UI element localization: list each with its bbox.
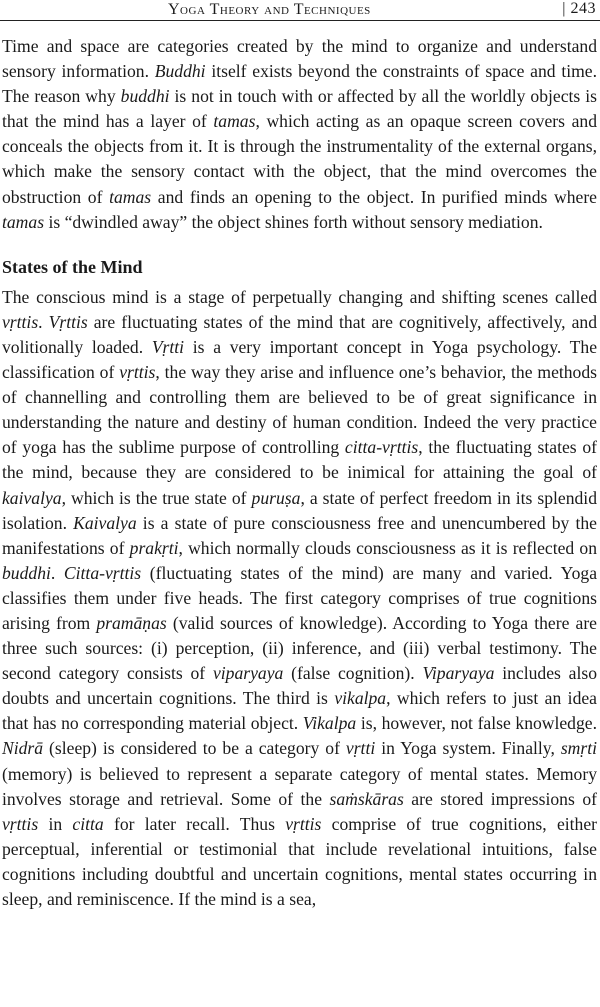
term: Vṛttis [48, 311, 88, 332]
term: vṛttis [2, 813, 39, 834]
text-run: for later recall. Thus [103, 813, 286, 834]
page-body [2, 34, 597, 912]
text-run: (sleep) is considered to be a category of [43, 738, 346, 759]
text-run: is a very important concept in Yoga psychology. The classification of [2, 336, 598, 383]
term: Viparyaya [422, 663, 495, 684]
term: Citta-vṛttis [63, 562, 142, 583]
text-run: is, however, not false knowledge. [356, 713, 597, 734]
text-run: (fluctuating states of the mind) are many and varied. Yoga classifies them under five heads. The first category comprises of true cognitions arising from [2, 562, 597, 633]
term: citta-vṛttis [344, 437, 419, 458]
term: viparyaya [212, 663, 284, 684]
term: Vṛtti [151, 336, 185, 357]
term: Vikalpa [302, 713, 357, 734]
text-run: , which acting as an opaque screen covers and conceals the objects from it. It is through the instrumentality of the external organs, which make the sensory contact with the object, that the mind overcomes the obstruction of [2, 111, 597, 207]
text-run: , the way they arise and influence one’s behavior, the methods of channelling and controlling them are believed to be of great significance in understanding the nature and destiny of human condition. Indeed the very practice of yoga has the sublime purpose of controlling [2, 362, 598, 458]
term: kaivalya [2, 487, 62, 508]
term: prakṛti [129, 537, 179, 558]
text-run: , which is the true state of [61, 487, 252, 508]
running-title: Yoga Theory and Techniques [168, 1, 371, 18]
term: Buddhi [154, 61, 206, 82]
term: smṛti [560, 738, 598, 759]
text-run: are fluctuating states of the mind that are cognitively, affectively, and volitionally loaded. [2, 311, 597, 357]
term: citta [72, 813, 104, 834]
page-number: | 243 [562, 0, 596, 18]
term: tamas [2, 211, 45, 232]
text-run: is not in touch with or affected by all the worldly objects is that the mind has a layer of [2, 86, 598, 132]
term: vṛttis [285, 813, 322, 834]
term: vṛttis [2, 311, 39, 332]
text-run: is a state of pure consciousness free and unencumbered by the manifestations of [2, 512, 597, 558]
text-run: , the fluctuating states of the mind, because they are considered to be inimical for attaining the goal of [2, 437, 597, 483]
text-run: (false cognition). [283, 663, 423, 684]
term: Kaivalya [73, 512, 137, 533]
text-run: is “dwindled away” the object shines forth without sensory mediation. [44, 211, 543, 232]
text-run: (memory) is believed to represent a separate category of mental states. Memory involves storage and retrieval. Some of the [2, 763, 597, 809]
running-header [0, 0, 600, 21]
text-run: and finds an opening to the object. In purified minds where [151, 186, 597, 207]
text-run: . [38, 311, 49, 332]
text-run: , which normally clouds consciousness as it is reflected on [178, 537, 597, 558]
text-run: in Yoga system. Finally, [375, 738, 561, 759]
text-run: comprise of true cognitions, either perceptual, inferential or testimonial that include revelational intuitions, false cognitions including doubtful and uncertain cognitions, mental states occurring in sleep, and reminiscence. If the mind is a sea, [2, 813, 597, 909]
term: vikalpa [334, 688, 387, 709]
term: tamas [213, 111, 256, 132]
text-run: are stored impressions of [403, 788, 597, 809]
term: tamas [109, 186, 152, 207]
paragraph-2 [2, 285, 597, 912]
term: saṁskāras [329, 788, 404, 809]
text-run: includes also doubts and uncertain cognitions. The third is [2, 663, 598, 709]
text-run: itself exists beyond the constraints of space and time. The reason why [2, 61, 598, 107]
term: pramāṇas [96, 612, 167, 633]
term: vṛttis [119, 362, 156, 383]
paragraph-1 [2, 34, 597, 235]
text-run: . [50, 562, 64, 583]
term: Nidrā [2, 738, 44, 759]
text-run: , which refers to just an idea that has no corresponding material object. [2, 688, 597, 734]
term: puruṣa [251, 487, 301, 508]
text-run: , a state of perfect freedom in its splendid isolation. [2, 487, 597, 533]
term: buddhi [120, 86, 170, 107]
text-run: (valid sources of knowledge). According to Yoga there are three such sources: (i) perception, (ii) inference, and (iii) verbal testimony. The second category consists of [2, 612, 597, 684]
text-run: The conscious mind is a stage of perpetually changing and shifting scenes called [2, 286, 597, 307]
text-run: Time and space are categories created by the mind to organize and understand sensory information. [2, 36, 597, 82]
term: vṛtti [345, 738, 376, 759]
section-heading: States of the Mind [2, 256, 143, 277]
text-run: in [38, 813, 73, 834]
term: buddhi [2, 562, 51, 583]
